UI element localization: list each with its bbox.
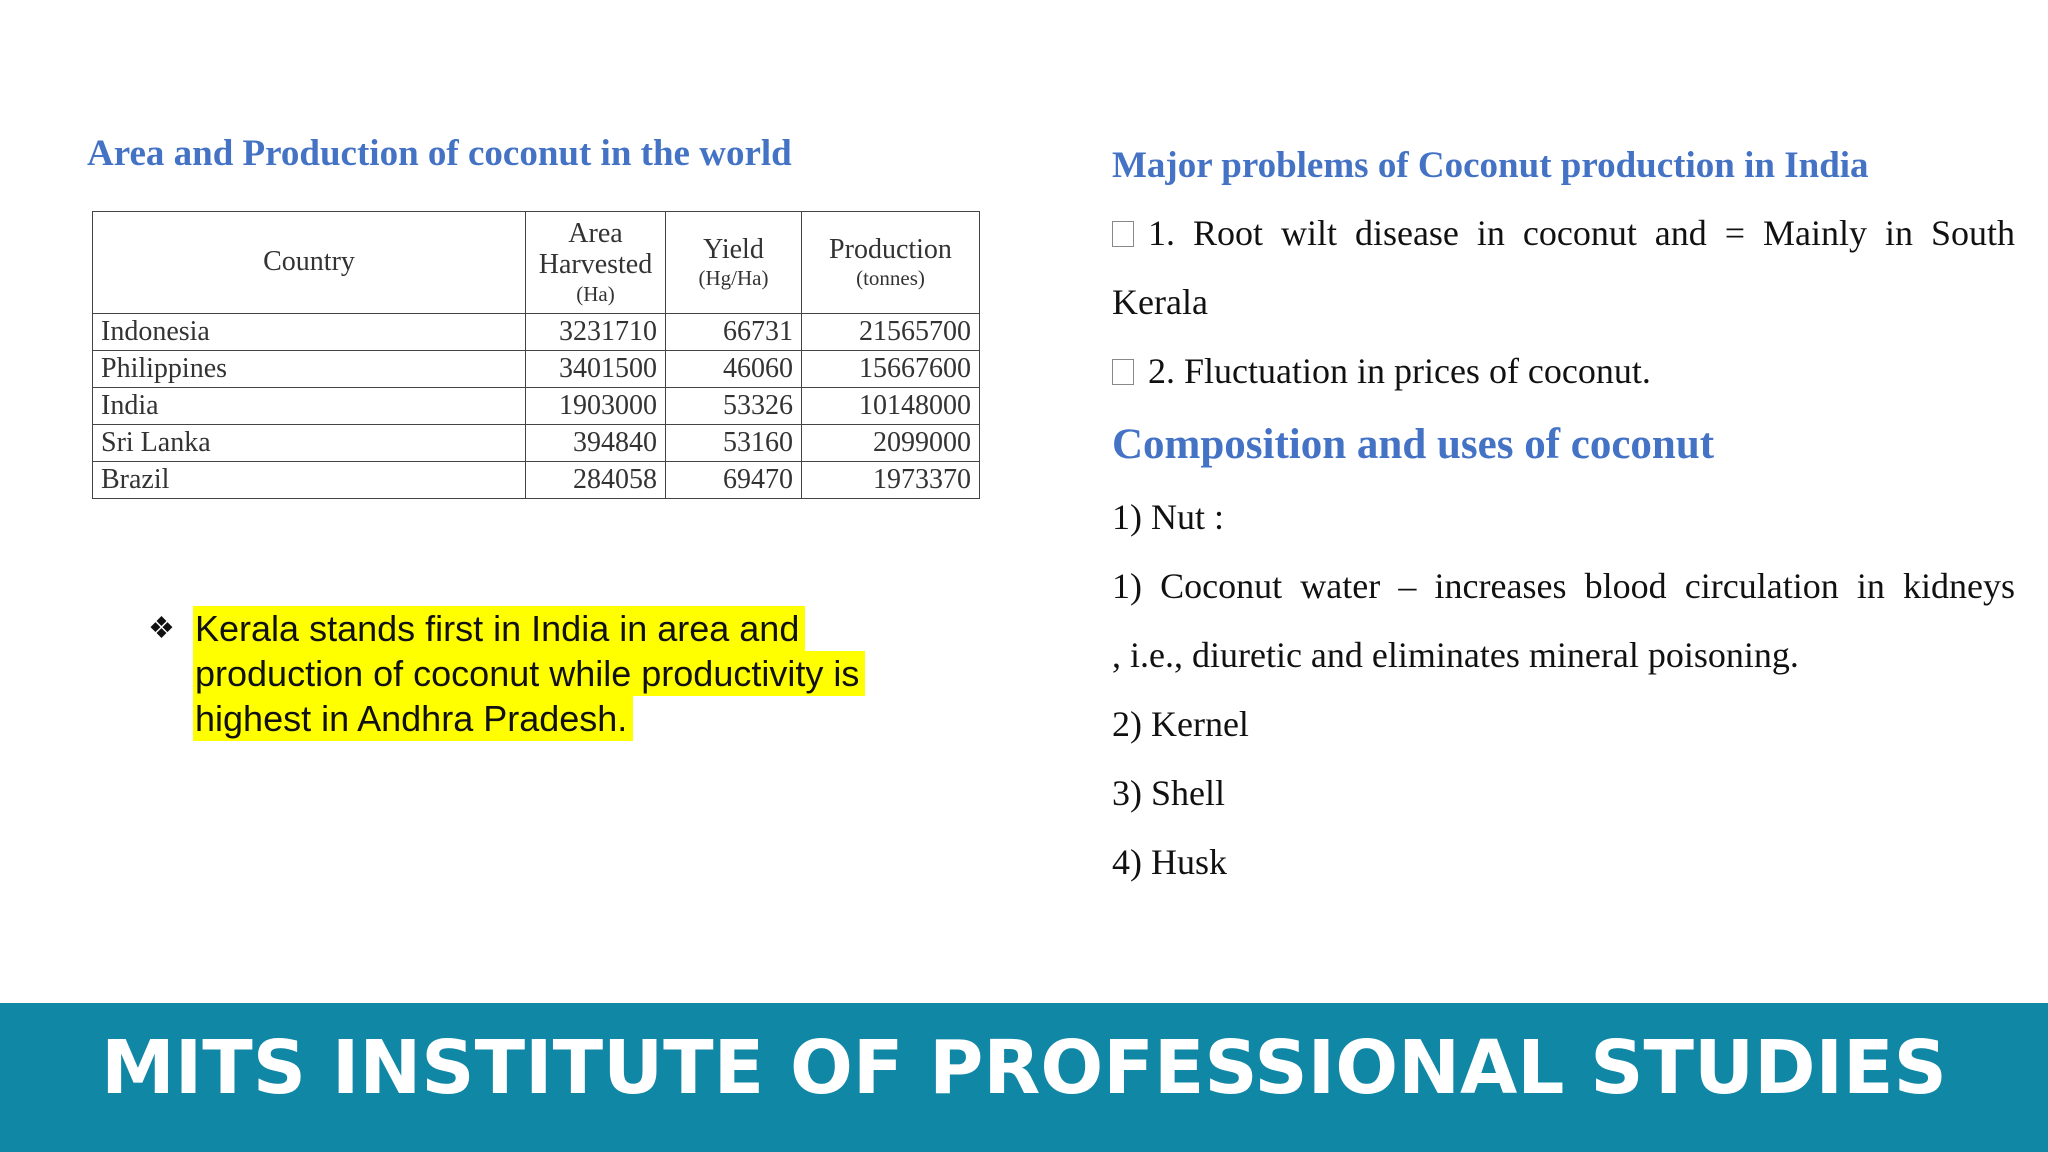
table-row — [93, 388, 980, 425]
kerala-highlight-bullet — [148, 606, 908, 741]
checkbox-glyph-icon — [1112, 359, 1134, 385]
cell-area: 3231710 — [526, 314, 666, 351]
table-row — [93, 351, 980, 388]
use-nut: 1) Nut : — [1112, 497, 1224, 537]
cell-yield: 53160 — [666, 425, 802, 462]
coconut-world-table — [92, 211, 979, 499]
problem-item-1 — [1112, 212, 2015, 254]
bullet-line: production of coconut while productivity is — [193, 651, 865, 696]
bullet-text — [193, 606, 908, 741]
cell-country: India — [93, 388, 526, 425]
cell-yield: 53326 — [666, 388, 802, 425]
cell-area: 284058 — [526, 462, 666, 499]
cell-yield: 46060 — [666, 351, 802, 388]
cell-yield: 66731 — [666, 314, 802, 351]
header-yield: Yield (Hg/Ha) — [666, 212, 802, 314]
use-shell: 3) Shell — [1112, 773, 1225, 813]
cell-production: 2099000 — [802, 425, 980, 462]
use-coconut-water: 1) Coconut water – increases blood circulation in kidneys — [1112, 566, 2015, 606]
problem-1-text: 1. Root wilt disease in coconut and = Mainly in South — [1148, 213, 2015, 253]
institute-footer-banner — [0, 1003, 2048, 1152]
table-row — [93, 425, 980, 462]
cell-production: 21565700 — [802, 314, 980, 351]
use-kernel: 2) Kernel — [1112, 704, 1249, 744]
problem-2-text: 2. Fluctuation in prices of coconut. — [1148, 351, 1651, 391]
cell-yield: 69470 — [666, 462, 802, 499]
data-table — [92, 211, 980, 499]
cell-area: 1903000 — [526, 388, 666, 425]
header-country: Country — [93, 212, 526, 314]
composition-heading: Composition and uses of coconut — [1112, 421, 1715, 468]
cell-production: 15667600 — [802, 351, 980, 388]
cell-country: Brazil — [93, 462, 526, 499]
header-production: Production (tonnes) — [802, 212, 980, 314]
problems-heading: Major problems of Coconut production in India — [1112, 145, 1869, 186]
bullet-line: Kerala stands first in India in area and — [193, 606, 805, 651]
table-row — [93, 314, 980, 351]
cell-country: Philippines — [93, 351, 526, 388]
table-title: Area and Production of coconut in the world — [87, 133, 792, 174]
use-coconut-water-continued: , i.e., diuretic and eliminates mineral poisoning. — [1112, 635, 1799, 675]
table-header-row — [93, 212, 980, 314]
problem-item-2 — [1112, 350, 1651, 392]
cell-country: Indonesia — [93, 314, 526, 351]
diamond-bullet-icon: ❖ — [148, 612, 175, 645]
use-husk: 4) Husk — [1112, 842, 1227, 882]
problem-item-1-continued: Kerala — [1112, 282, 1208, 322]
bullet-line: highest in Andhra Pradesh. — [193, 696, 633, 741]
cell-country: Sri Lanka — [93, 425, 526, 462]
cell-area: 394840 — [526, 425, 666, 462]
cell-production: 1973370 — [802, 462, 980, 499]
header-area-harvested: Area Harvested (Ha) — [526, 212, 666, 314]
institute-name: MITS INSTITUTE OF PROFESSIONAL STUDIES — [101, 1025, 1947, 1111]
cell-area: 3401500 — [526, 351, 666, 388]
table-row — [93, 462, 980, 499]
checkbox-glyph-icon — [1112, 221, 1134, 247]
cell-production: 10148000 — [802, 388, 980, 425]
